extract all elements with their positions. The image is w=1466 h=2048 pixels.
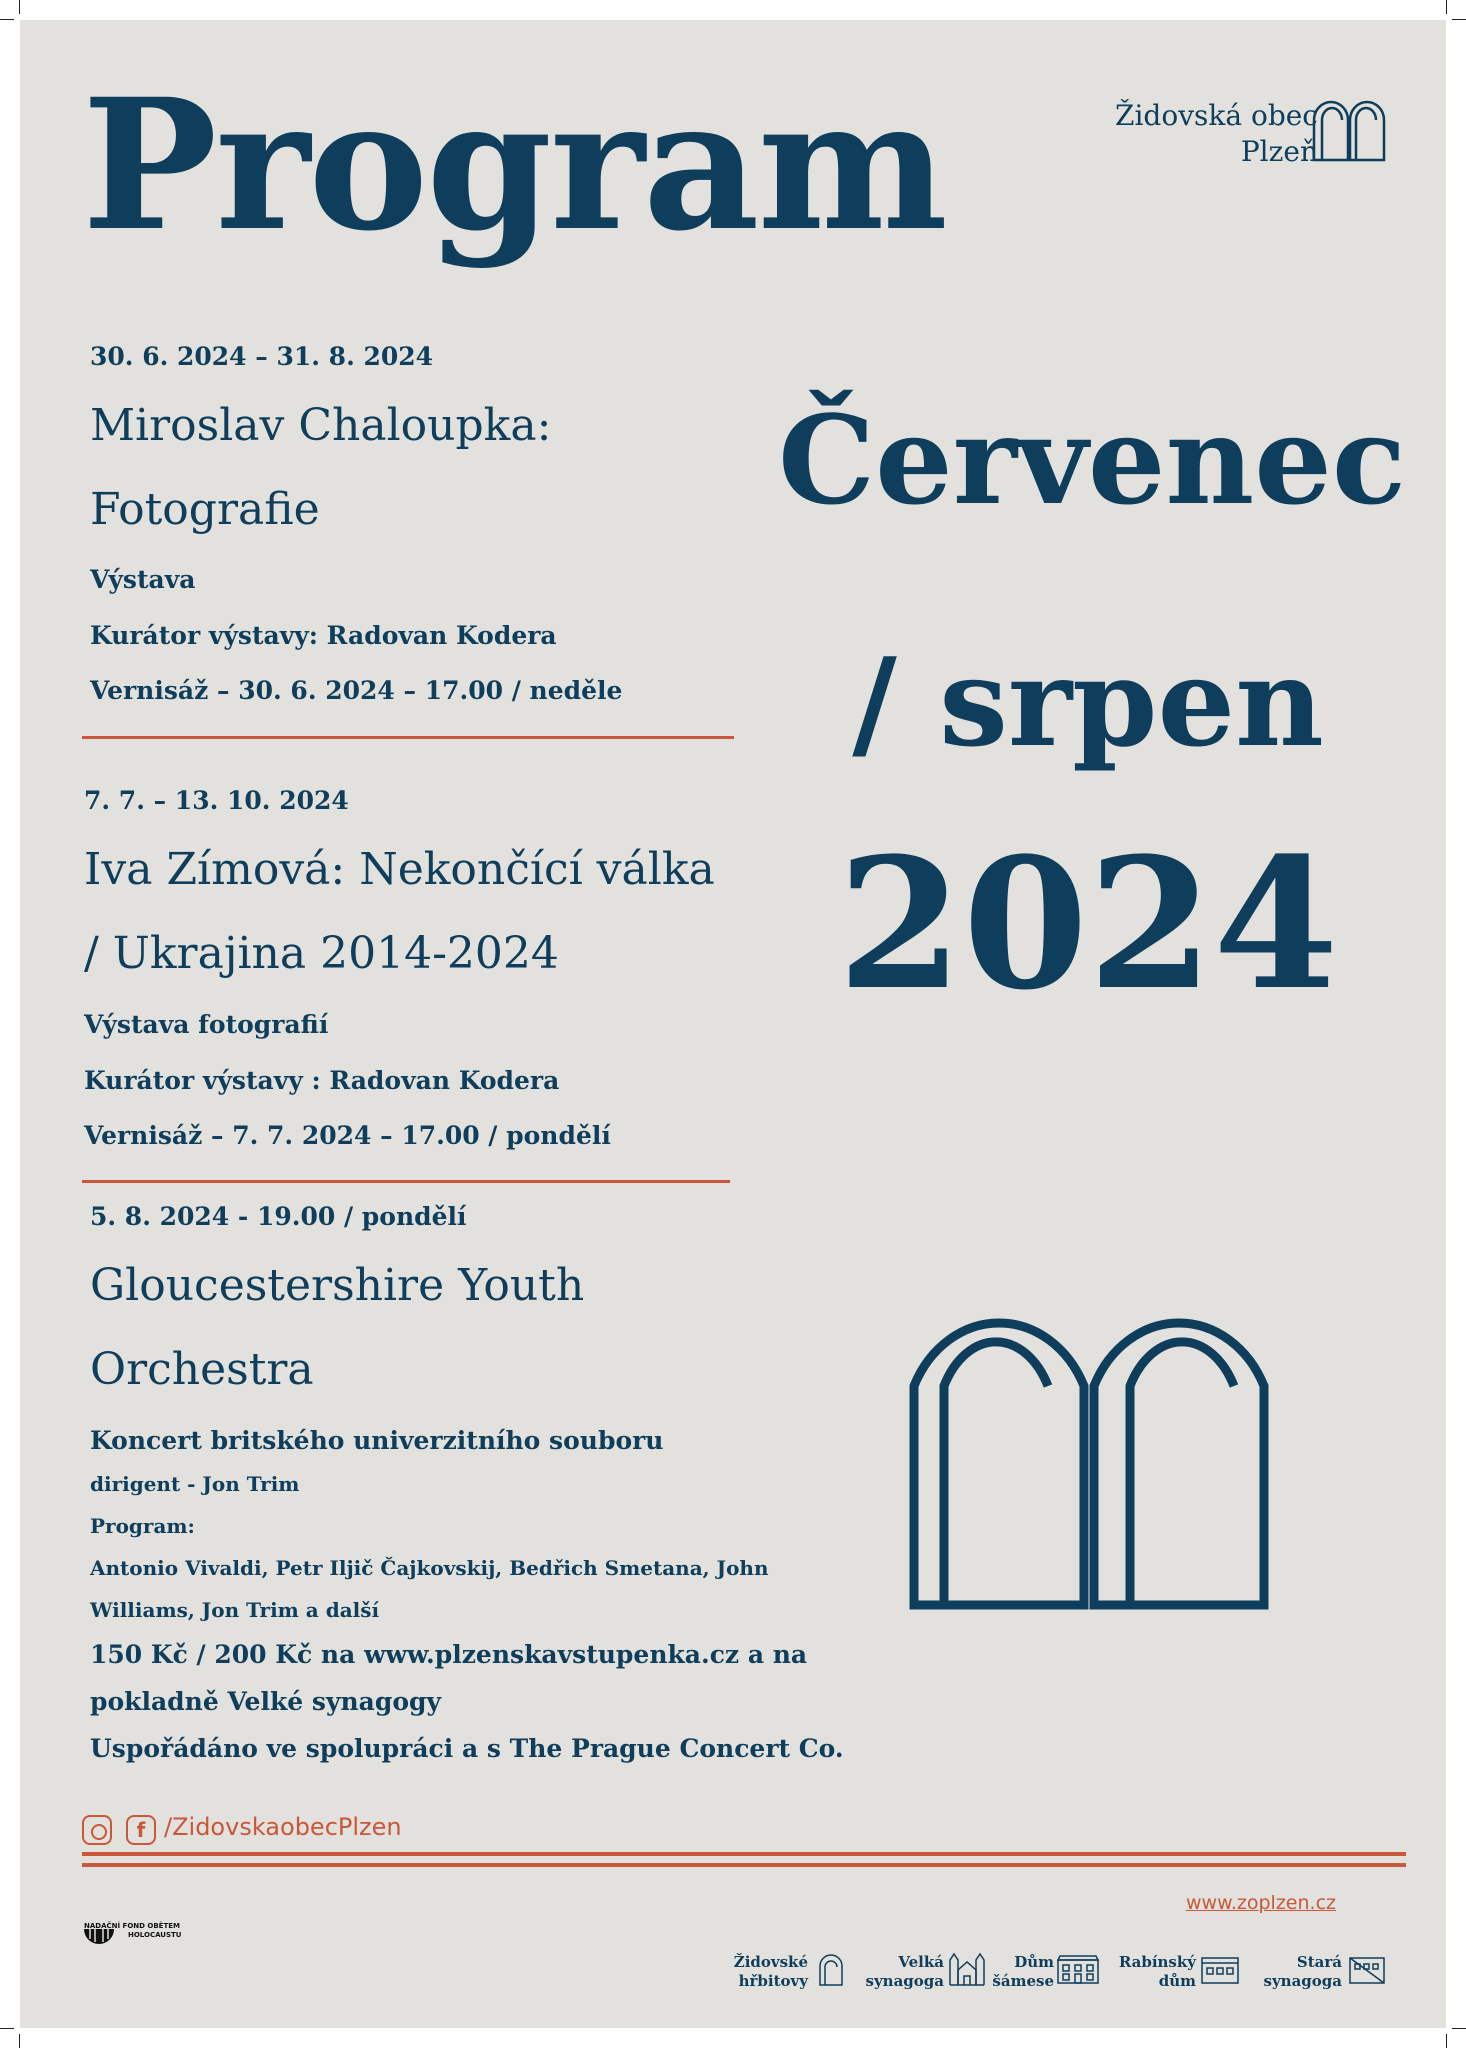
- footer-place-old-synagogue: [1264, 1953, 1343, 1991]
- footer-place-label: hřbitovy: [738, 1972, 808, 1990]
- year: 2024: [837, 819, 1339, 1030]
- event-price: 150 Kč / 200 Kč na www.plzenskavstupenka.cz a na: [90, 1640, 808, 1669]
- event-title: Miroslav Chaloupka:: [90, 400, 552, 451]
- poster: [20, 20, 1446, 2028]
- event-type: Koncert britského univerzitního souboru: [90, 1426, 664, 1455]
- program-composers: Williams, Jon Trim a další: [90, 1598, 380, 1622]
- footer-divider: [82, 1852, 1406, 1856]
- crop-mark: [1446, 2034, 1447, 2048]
- footer-place-label: dům: [1158, 1972, 1196, 1990]
- great-synagogue-icon: [948, 1948, 986, 1986]
- month-line: Červenec: [778, 388, 1407, 532]
- event-type: Výstava fotografií: [84, 1010, 329, 1039]
- event-conductor: dirigent - Jon Trim: [90, 1472, 300, 1496]
- event-price: pokladně Velké synagogy: [90, 1687, 442, 1716]
- event-title: / Ukrajina 2014-2024: [84, 928, 559, 979]
- event-opening: Vernisáž – 7. 7. 2024 – 17.00 / pondělí: [84, 1121, 611, 1150]
- event-title: Fotografie: [90, 484, 320, 535]
- footer-divider: [82, 1863, 1406, 1867]
- crop-mark: [1452, 2028, 1466, 2029]
- program-composers: Antonio Vivaldi, Petr Iljič Čajkovskij, Bedřich Smetana, John: [90, 1556, 769, 1580]
- cemetery-icon: [814, 1952, 848, 1986]
- footer-place-label: Rabínský: [1118, 1953, 1196, 1971]
- org-name-line2: Plzeň: [1240, 135, 1318, 168]
- event-curator: Kurátor výstavy : Radovan Kodera: [84, 1066, 560, 1095]
- footer-place-label: Stará: [1296, 1953, 1342, 1971]
- rabbi-house-icon: [1200, 1954, 1240, 1984]
- event-date: 30. 6. 2024 – 31. 8. 2024: [90, 342, 434, 371]
- website-link[interactable]: www.zoplzen.cz: [1185, 1892, 1336, 1914]
- footer-place-label: Dům: [1014, 1953, 1054, 1971]
- social-handle[interactable]: /ZidovskaobecPlzen: [164, 1813, 402, 1841]
- event-type: Výstava: [90, 565, 196, 594]
- event-partner: Uspořádáno ve spolupráci a s The Prague Concert Co.: [90, 1734, 844, 1763]
- old-synagogue-icon: [1348, 1954, 1386, 1984]
- divider: [82, 1180, 730, 1183]
- shames-house-icon: [1056, 1954, 1100, 1984]
- event-title: Orchestra: [90, 1344, 314, 1395]
- crop-mark: [19, 0, 20, 14]
- footer-place-label: šámese: [992, 1972, 1054, 1990]
- page-title: Program: [82, 60, 947, 271]
- facebook-icon[interactable]: f: [126, 1815, 156, 1845]
- divider: [82, 736, 734, 739]
- sponsor-line1: NADAČNÍ FOND OBĚTEM: [84, 1922, 180, 1930]
- event-date: 7. 7. – 13. 10. 2024: [84, 786, 349, 815]
- tablets-logo-icon: [1312, 98, 1386, 162]
- event-opening: Vernisáž – 30. 6. 2024 – 17.00 / neděle: [90, 676, 623, 705]
- footer-place-shames-house: [992, 1953, 1054, 1991]
- org-name-line1: Židovská obec: [1115, 99, 1318, 132]
- crop-mark: [1452, 19, 1466, 20]
- footer-place-rabbi-house: [1119, 1953, 1196, 1991]
- footer-place-label: synagoga: [1263, 1972, 1342, 1990]
- event-title: Gloucestershire Youth: [90, 1260, 585, 1311]
- crop-mark: [0, 19, 14, 20]
- event-curator: Kurátor výstavy: Radovan Kodera: [90, 621, 557, 650]
- sponsor-line2: HOLOCAUSTU: [128, 1931, 182, 1939]
- program-label: Program:: [90, 1514, 195, 1538]
- footer-place-label: Židovské: [733, 1953, 808, 1971]
- event-date: 5. 8. 2024 - 19.00 / pondělí: [90, 1202, 467, 1231]
- crop-mark: [1446, 0, 1447, 14]
- month-line: / srpen: [852, 630, 1324, 774]
- footer-place-great-synagogue: [866, 1953, 945, 1991]
- event-title: Iva Zímová: Nekončící válka: [84, 844, 715, 895]
- crop-mark: [0, 2028, 14, 2029]
- org-name: [1115, 98, 1318, 170]
- footer-place-cemeteries: [734, 1953, 808, 1991]
- instagram-icon[interactable]: [82, 1815, 112, 1845]
- footer-place-label: Velká: [898, 1953, 944, 1971]
- footer-place-label: synagoga: [865, 1972, 944, 1990]
- large-tablets-icon: [888, 1266, 1290, 1611]
- crop-mark: [19, 2034, 20, 2048]
- sponsor-name: [84, 1922, 182, 1940]
